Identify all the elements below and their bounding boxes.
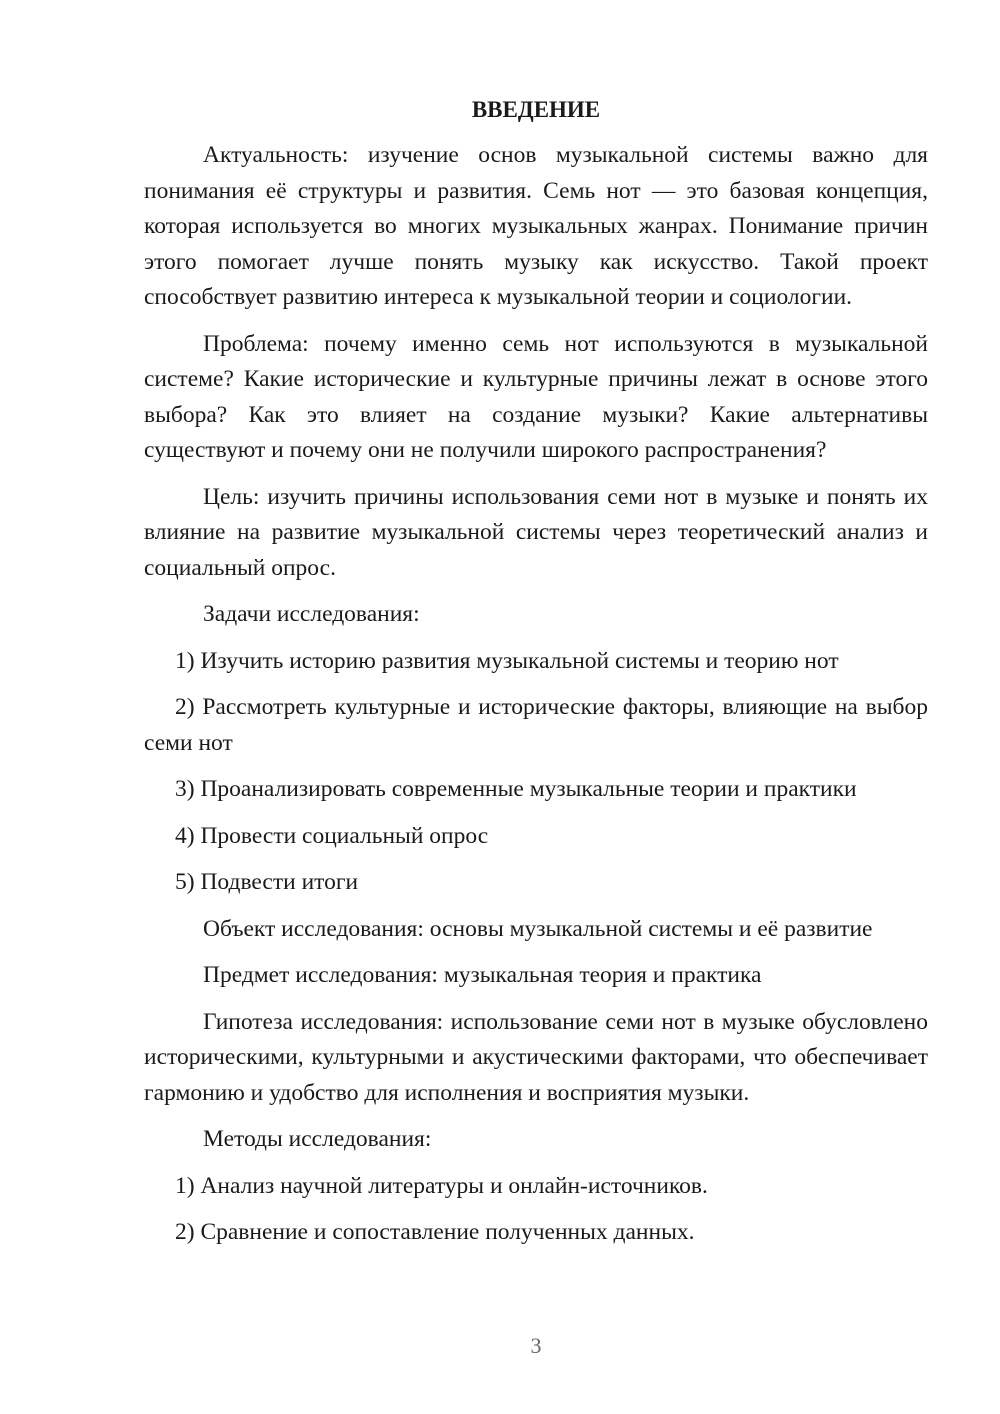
object-paragraph: Объект исследования: основы музыкальной системы и её развитие [203,915,873,942]
method-item: 2) Сравнение и сопоставление полученных данных. [175,1219,695,1245]
task-item: 4) Провести социальный опрос [175,822,489,849]
task-item: 2) Рассмотреть культурные и исторические факторы, влияющие на выбор семи нот [144,694,928,756]
problem-paragraph: Проблема: почему именно семь нот используются в музыкальной системе? Какие исторические и культурные причины лежат в основе этого выбора? Как это влияет на создание музыки? Какие альтернативы существуют и почему они не получили широкого распространения? [144,330,928,463]
page-content [144,94,928,1262]
section-title: ВВЕДЕНИЕ [471,97,601,122]
page-number: 3 [530,1333,542,1358]
goal-paragraph: Цель: изучить причины использования семи нот в музыке и понять их влияние на развитие музыкальной системы через теоретический анализ и социальный опрос. [144,483,928,581]
method-item: 1) Анализ научной литературы и онлайн-источников. [175,1172,708,1199]
methods-heading: Методы исследования: [203,1126,432,1152]
task-item: 1) Изучить историю развития музыкальной системы и теорию нот [175,647,839,674]
hypothesis-paragraph: Гипотеза исследования: использование семи нот в музыке обусловлено историческими, культурными и акустическими факторами, что обеспечивает гармонию и удобство для исполнения и восприятия музыки. [144,1008,928,1106]
relevance-paragraph: Актуальность: изучение основ музыкальной системы важно для понимания её структуры и развития. Семь нот — это базовая концепция, которая используется во многих музыкальных жанрах. Понимание причин этого помогает лучше понять музыку как искусство. Такой проект способствует развитию интереса к музыкальной теории и социологии. [144,142,928,310]
tasks-heading: Задачи исследования: [203,601,420,627]
task-item: 5) Подвести итоги [175,869,359,895]
subject-paragraph: Предмет исследования: музыкальная теория и практика [203,962,762,988]
task-item: 3) Проанализировать современные музыкальные теории и практики [175,776,857,802]
